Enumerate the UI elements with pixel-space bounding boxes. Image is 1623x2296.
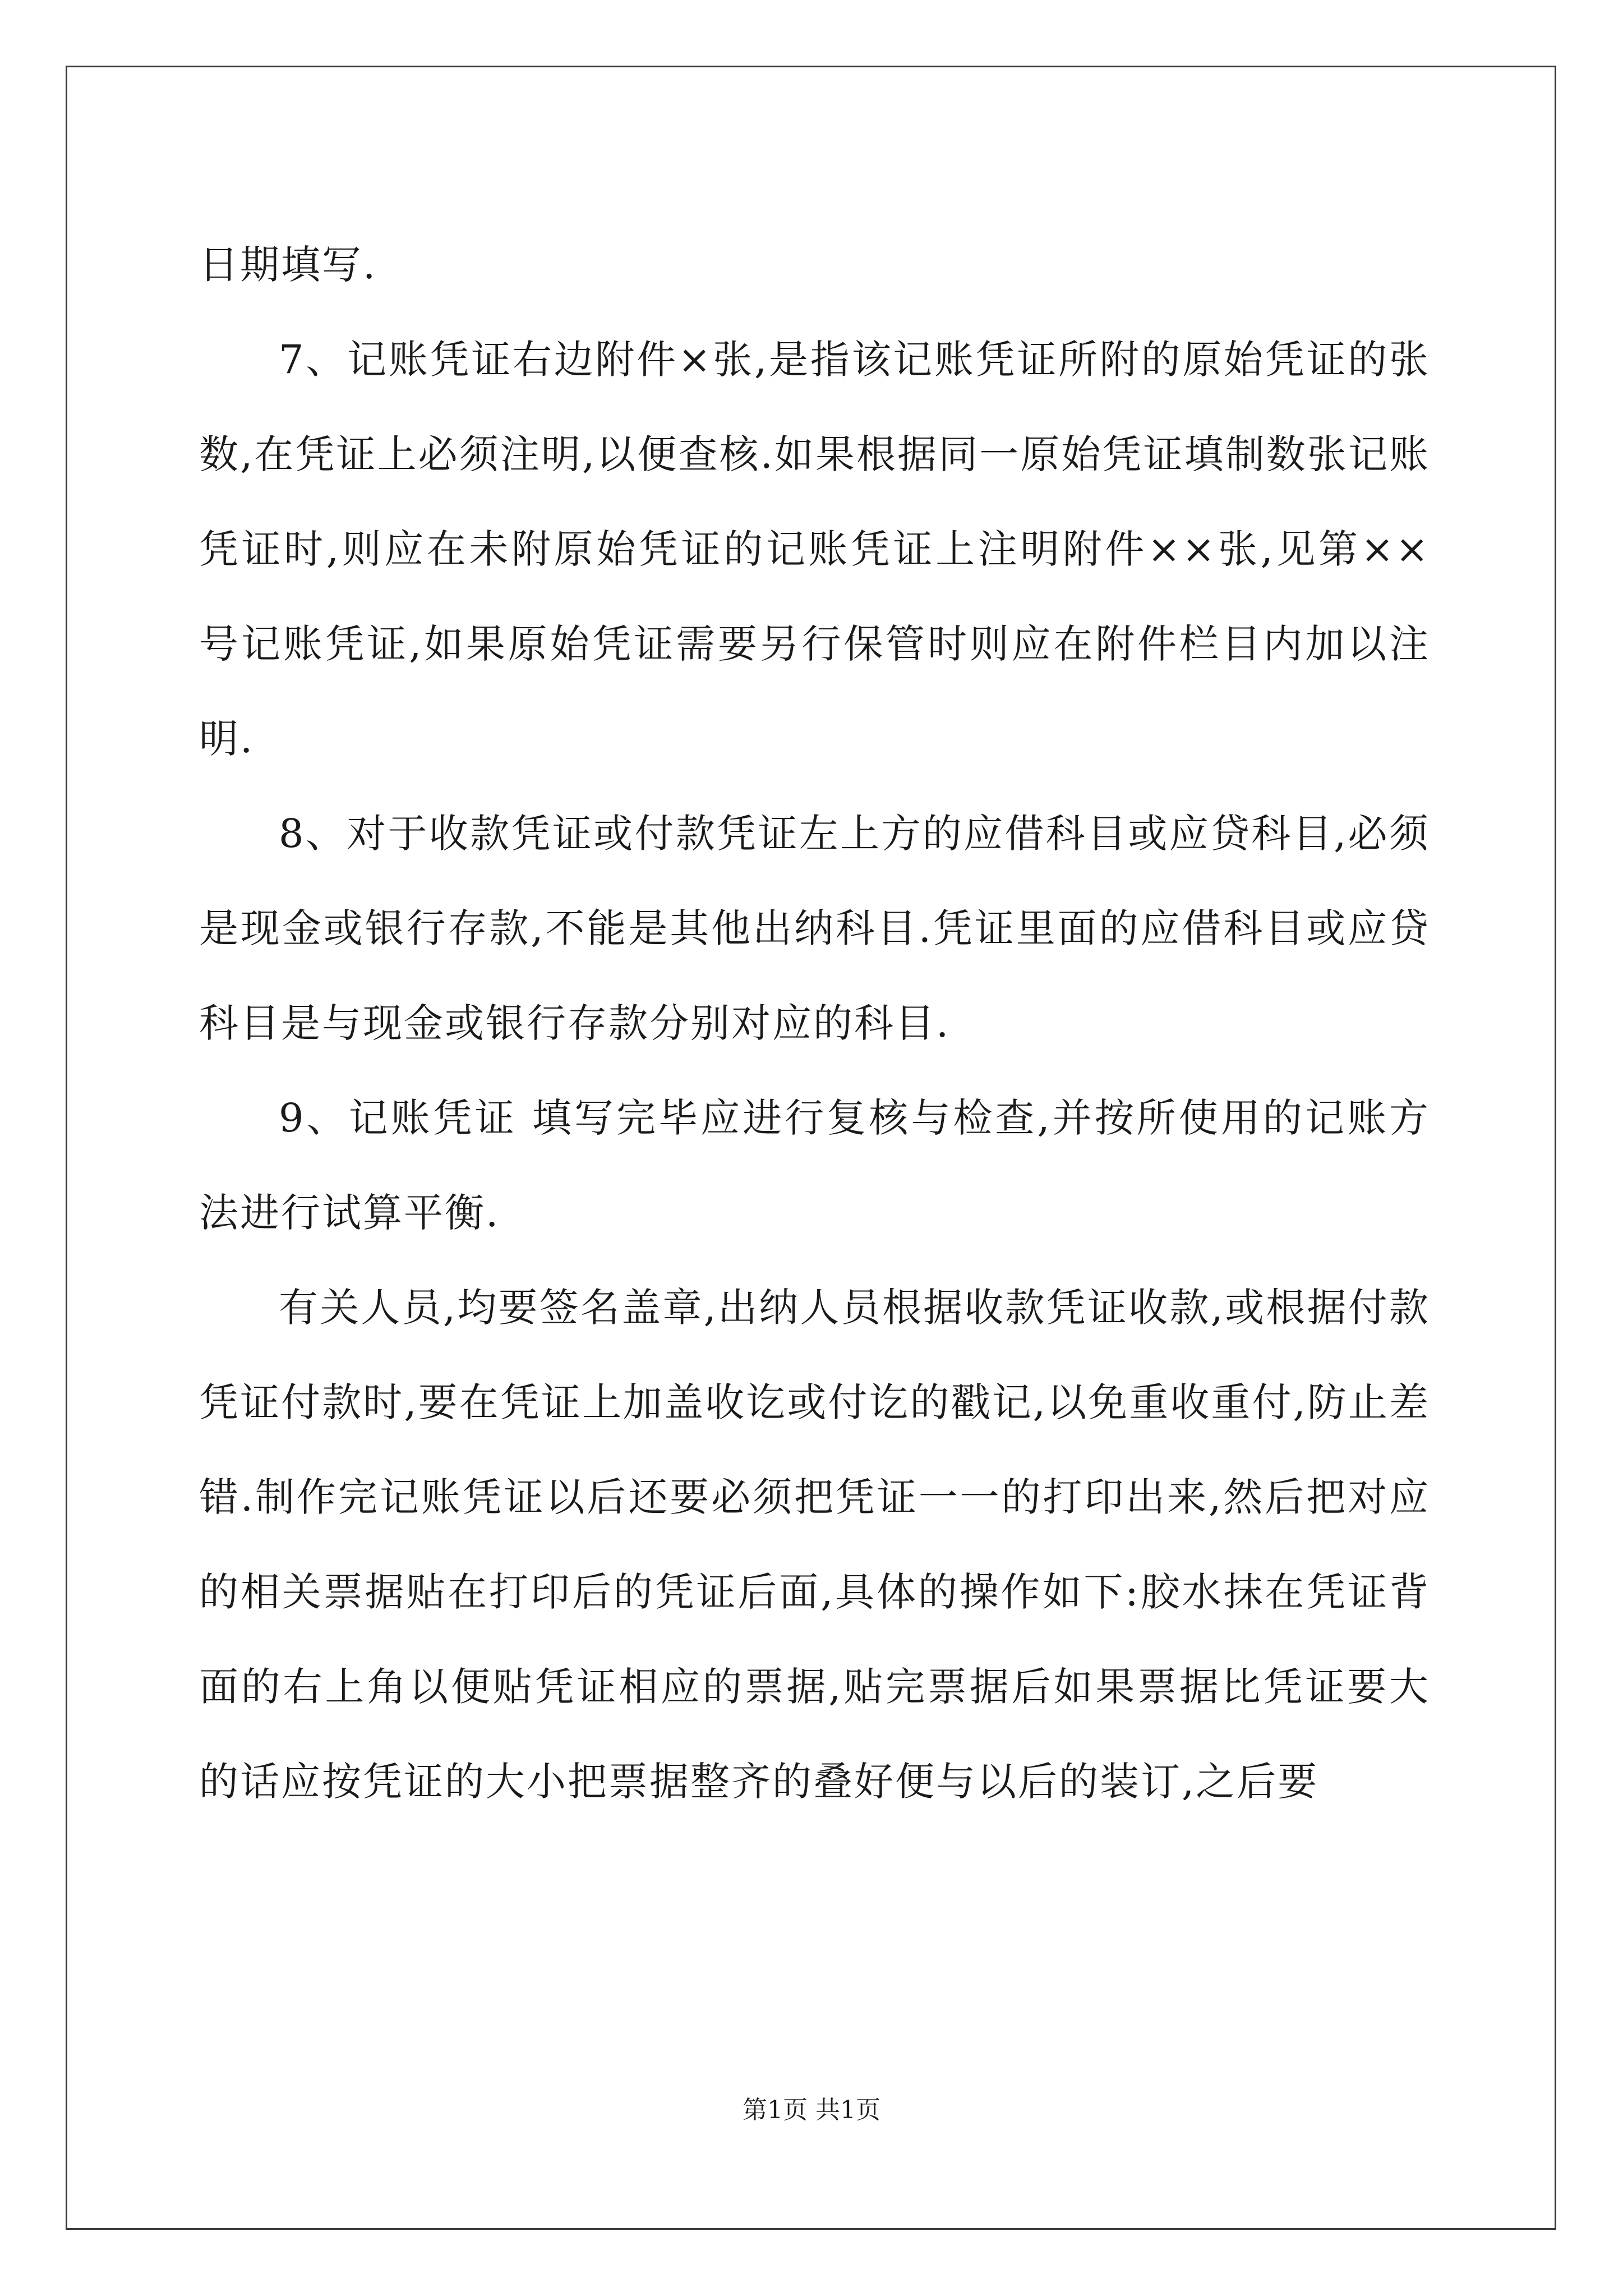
paragraph-item-8: 8、对于收款凭证或付款凭证左上方的应借科目或应贷科目,必须是现金或银行存款,不能是其他出纳科目.凭证里面的应借科目或应贷科目是与现金或银行存款分别对应的科目.	[199, 811, 1430, 1046]
document-body	[199, 218, 1430, 1829]
paragraph-date-fill: 日期填写.	[199, 242, 377, 288]
paragraph-signatures: 有关人员,均要签名盖章,出纳人员根据收款凭证收款,或根据付款凭证付款时,要在凭证上加盖收讫或付讫的戳记,以免重收重付,防止差错.制作完记账凭证以后还要必须把凭证一一的打印出来,然后把对应的相关票据贴在打印后的凭证后面,具体的操作如下:胶水抹在凭证背面的右上角以便贴凭证相应的票据,贴完票据后如果票据比凭证要大的话应按凭证的大小把票据整齐的叠好便与以后的装订,之后要	[199, 1285, 1430, 1805]
paragraph-item-9: 9、记账凭证 填写完毕应进行复核与检查,并按所使用的记账方法进行试算平衡.	[199, 1095, 1430, 1236]
paragraph-item-7: 7、记账凭证右边附件×张,是指该记账凭证所附的原始凭证的张数,在凭证上必须注明,以便查核.如果根据同一原始凭证填制数张记账凭证时,则应在未附原始凭证的记账凭证上注明附件××张,见第××号记账凭证,如果原始凭证需要另行保管时则应在附件栏目内加以注明.	[199, 337, 1430, 762]
page-footer: 第1页 共1页	[743, 2096, 880, 2124]
